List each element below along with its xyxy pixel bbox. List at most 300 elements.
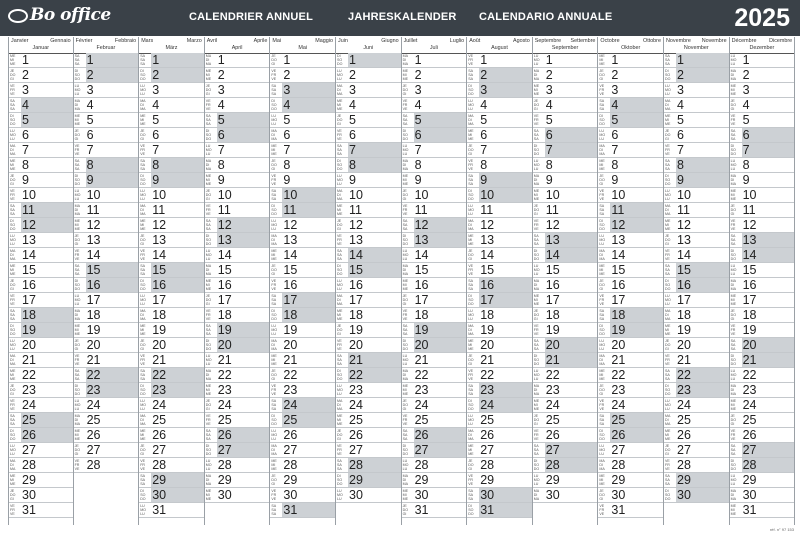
day-cell[interactable] [467,473,532,488]
day-cell[interactable] [467,278,532,293]
day-cell[interactable] [598,398,663,413]
day-cell[interactable] [270,128,335,143]
day-cell[interactable] [664,83,729,98]
day-cell[interactable] [402,218,467,233]
day-cell[interactable] [270,338,335,353]
day-cell[interactable] [402,458,467,473]
day-cell[interactable] [9,68,73,83]
day-cell[interactable] [74,53,139,68]
day-cell[interactable] [74,98,139,113]
day-cell[interactable] [730,173,795,188]
day-cell[interactable] [533,68,598,83]
day-cell[interactable] [205,413,270,428]
day-cell[interactable] [9,503,73,518]
day-cell[interactable] [139,383,204,398]
day-cell[interactable] [730,128,795,143]
day-cell[interactable] [139,293,204,308]
day-cell[interactable] [533,368,598,383]
day-cell[interactable] [598,83,663,98]
day-cell[interactable] [139,503,204,518]
day-cell[interactable] [205,158,270,173]
day-cell[interactable] [9,398,73,413]
day-cell[interactable] [598,278,663,293]
day-cell[interactable] [533,188,598,203]
day-cell[interactable] [74,233,139,248]
day-cell[interactable] [139,53,204,68]
day-cell[interactable] [9,98,73,113]
day-cell[interactable] [336,203,401,218]
day-cell[interactable] [730,458,795,473]
day-cell[interactable] [139,143,204,158]
day-cell[interactable] [730,428,795,443]
day-cell[interactable] [270,143,335,158]
day-cell[interactable] [205,353,270,368]
day-cell[interactable] [205,248,270,263]
day-cell[interactable] [402,113,467,128]
day-cell[interactable] [402,443,467,458]
day-cell[interactable] [205,293,270,308]
day-cell[interactable] [336,308,401,323]
day-cell[interactable] [467,383,532,398]
day-cell[interactable] [533,143,598,158]
day-cell[interactable] [74,383,139,398]
day-cell[interactable] [336,233,401,248]
day-cell[interactable] [336,353,401,368]
day-cell[interactable] [664,128,729,143]
day-cell[interactable] [139,248,204,263]
day-cell[interactable] [402,233,467,248]
day-cell[interactable] [664,218,729,233]
day-cell[interactable] [730,413,795,428]
day-cell[interactable] [730,503,795,518]
day-cell[interactable] [664,413,729,428]
day-cell[interactable] [402,98,467,113]
day-cell[interactable] [205,338,270,353]
day-cell[interactable] [74,413,139,428]
day-cell[interactable] [467,308,532,323]
day-cell[interactable] [270,218,335,233]
day-cell[interactable] [598,413,663,428]
day-cell[interactable] [402,368,467,383]
day-cell[interactable] [139,203,204,218]
day-cell[interactable] [205,308,270,323]
day-cell[interactable] [139,338,204,353]
day-cell[interactable] [270,458,335,473]
day-cell[interactable] [139,158,204,173]
day-cell[interactable] [205,368,270,383]
day-cell[interactable] [467,203,532,218]
day-cell[interactable] [139,278,204,293]
day-cell[interactable] [533,248,598,263]
day-cell[interactable] [402,143,467,158]
day-cell[interactable] [205,233,270,248]
day-cell[interactable] [74,308,139,323]
day-cell[interactable] [598,68,663,83]
day-cell[interactable] [270,173,335,188]
day-cell[interactable] [467,458,532,473]
day-cell[interactable] [9,248,73,263]
day-cell[interactable] [9,488,73,503]
day-cell[interactable] [139,218,204,233]
day-cell[interactable] [598,233,663,248]
day-cell[interactable] [664,323,729,338]
day-cell[interactable] [9,323,73,338]
day-cell[interactable] [664,203,729,218]
day-cell[interactable] [205,83,270,98]
day-cell[interactable] [9,353,73,368]
day-cell[interactable] [467,248,532,263]
day-cell[interactable] [205,323,270,338]
day-cell[interactable] [467,443,532,458]
day-cell[interactable] [730,368,795,383]
day-cell[interactable] [402,53,467,68]
day-cell[interactable] [270,83,335,98]
day-cell[interactable] [139,398,204,413]
day-cell[interactable] [598,488,663,503]
day-cell[interactable] [74,428,139,443]
day-cell[interactable] [270,428,335,443]
day-cell[interactable] [270,398,335,413]
day-cell[interactable] [467,293,532,308]
day-cell[interactable] [402,248,467,263]
day-cell[interactable] [533,308,598,323]
day-cell[interactable] [467,263,532,278]
day-cell[interactable] [270,98,335,113]
day-cell[interactable] [270,293,335,308]
day-cell[interactable] [533,263,598,278]
day-cell[interactable] [336,263,401,278]
day-cell[interactable] [533,338,598,353]
day-cell[interactable] [533,173,598,188]
day-cell[interactable] [533,128,598,143]
day-cell[interactable] [467,428,532,443]
day-cell[interactable] [402,203,467,218]
day-cell[interactable] [74,293,139,308]
day-cell[interactable] [139,308,204,323]
day-cell[interactable] [139,188,204,203]
day-cell[interactable] [533,83,598,98]
day-cell[interactable] [9,338,73,353]
day-cell[interactable] [74,443,139,458]
day-cell[interactable] [402,353,467,368]
day-cell[interactable] [664,173,729,188]
day-cell[interactable] [730,248,795,263]
day-cell[interactable] [664,488,729,503]
day-cell[interactable] [598,143,663,158]
day-cell[interactable] [598,503,663,518]
day-cell[interactable] [402,173,467,188]
day-cell[interactable] [467,488,532,503]
day-cell[interactable] [139,323,204,338]
day-cell[interactable] [270,473,335,488]
day-cell[interactable] [74,218,139,233]
day-cell[interactable] [467,338,532,353]
day-cell[interactable] [74,398,139,413]
day-cell[interactable] [730,263,795,278]
day-cell[interactable] [730,113,795,128]
day-cell[interactable] [598,293,663,308]
day-cell[interactable] [664,98,729,113]
day-cell[interactable] [664,233,729,248]
day-cell[interactable] [270,263,335,278]
day-cell[interactable] [205,188,270,203]
day-cell[interactable] [533,113,598,128]
day-cell[interactable] [402,428,467,443]
day-cell[interactable] [336,218,401,233]
day-cell[interactable] [9,293,73,308]
day-cell[interactable] [9,368,73,383]
day-cell[interactable] [533,233,598,248]
day-cell[interactable] [467,113,532,128]
day-cell[interactable] [9,173,73,188]
day-cell[interactable] [9,233,73,248]
day-cell[interactable] [533,383,598,398]
day-cell[interactable] [730,53,795,68]
day-cell[interactable] [533,203,598,218]
day-cell[interactable] [730,188,795,203]
day-cell[interactable] [467,143,532,158]
day-cell[interactable] [598,188,663,203]
day-cell[interactable] [730,473,795,488]
day-cell[interactable] [467,53,532,68]
day-cell[interactable] [664,443,729,458]
day-cell[interactable] [270,308,335,323]
day-cell[interactable] [139,488,204,503]
day-cell[interactable] [664,353,729,368]
day-cell[interactable] [533,443,598,458]
day-cell[interactable] [74,203,139,218]
day-cell[interactable] [270,443,335,458]
day-cell[interactable] [9,83,73,98]
day-cell[interactable] [533,53,598,68]
day-cell[interactable] [402,383,467,398]
day-cell[interactable] [205,143,270,158]
day-cell[interactable] [9,143,73,158]
day-cell[interactable] [664,113,729,128]
day-cell[interactable] [533,413,598,428]
day-cell[interactable] [205,443,270,458]
day-cell[interactable] [533,398,598,413]
day-cell[interactable] [402,68,467,83]
day-cell[interactable] [9,188,73,203]
day-cell[interactable] [9,113,73,128]
day-cell[interactable] [467,413,532,428]
day-cell[interactable] [598,113,663,128]
day-cell[interactable] [467,158,532,173]
day-cell[interactable] [598,428,663,443]
day-cell[interactable] [664,473,729,488]
day-cell[interactable] [9,308,73,323]
day-cell[interactable] [9,203,73,218]
day-cell[interactable] [402,263,467,278]
day-cell[interactable] [467,128,532,143]
day-cell[interactable] [74,158,139,173]
day-cell[interactable] [467,218,532,233]
day-cell[interactable] [402,293,467,308]
day-cell[interactable] [402,503,467,518]
day-cell[interactable] [533,278,598,293]
day-cell[interactable] [336,428,401,443]
day-cell[interactable] [270,248,335,263]
day-cell[interactable] [467,353,532,368]
day-cell[interactable] [664,308,729,323]
day-cell[interactable] [664,293,729,308]
day-cell[interactable] [402,473,467,488]
day-cell[interactable] [598,443,663,458]
day-cell[interactable] [9,428,73,443]
day-cell[interactable] [467,68,532,83]
day-cell[interactable] [598,458,663,473]
day-cell[interactable] [730,308,795,323]
day-cell[interactable] [402,338,467,353]
day-cell[interactable] [139,68,204,83]
day-cell[interactable] [205,98,270,113]
day-cell[interactable] [139,83,204,98]
day-cell[interactable] [336,53,401,68]
day-cell[interactable] [730,383,795,398]
day-cell[interactable] [730,68,795,83]
day-cell[interactable] [664,143,729,158]
day-cell[interactable] [9,263,73,278]
day-cell[interactable] [598,218,663,233]
day-cell[interactable] [9,458,73,473]
day-cell[interactable] [139,263,204,278]
day-cell[interactable] [139,173,204,188]
day-cell[interactable] [664,158,729,173]
day-cell[interactable] [467,173,532,188]
day-cell[interactable] [598,323,663,338]
day-cell[interactable] [467,83,532,98]
day-cell[interactable] [139,98,204,113]
day-cell[interactable] [664,428,729,443]
day-cell[interactable] [9,413,73,428]
day-cell[interactable] [270,503,335,518]
day-cell[interactable] [336,278,401,293]
day-cell[interactable] [270,203,335,218]
day-cell[interactable] [270,383,335,398]
day-cell[interactable] [74,323,139,338]
day-cell[interactable] [730,353,795,368]
day-cell[interactable] [336,398,401,413]
day-cell[interactable] [270,413,335,428]
day-cell[interactable] [730,398,795,413]
day-cell[interactable] [205,68,270,83]
day-cell[interactable] [336,293,401,308]
day-cell[interactable] [205,428,270,443]
day-cell[interactable] [467,98,532,113]
day-cell[interactable] [730,443,795,458]
day-cell[interactable] [730,143,795,158]
day-cell[interactable] [598,353,663,368]
day-cell[interactable] [270,278,335,293]
day-cell[interactable] [402,188,467,203]
day-cell[interactable] [74,128,139,143]
day-cell[interactable] [9,128,73,143]
day-cell[interactable] [533,98,598,113]
day-cell[interactable] [336,173,401,188]
day-cell[interactable] [598,383,663,398]
day-cell[interactable] [664,338,729,353]
day-cell[interactable] [664,368,729,383]
day-cell[interactable] [336,143,401,158]
day-cell[interactable] [467,188,532,203]
day-cell[interactable] [533,488,598,503]
day-cell[interactable] [205,398,270,413]
day-cell[interactable] [598,173,663,188]
day-cell[interactable] [336,188,401,203]
day-cell[interactable] [402,398,467,413]
day-cell[interactable] [336,323,401,338]
day-cell[interactable] [467,368,532,383]
day-cell[interactable] [139,353,204,368]
day-cell[interactable] [598,128,663,143]
day-cell[interactable] [74,113,139,128]
day-cell[interactable] [270,233,335,248]
day-cell[interactable] [336,413,401,428]
day-cell[interactable] [598,473,663,488]
day-cell[interactable] [664,53,729,68]
day-cell[interactable] [598,263,663,278]
day-cell[interactable] [730,278,795,293]
day-cell[interactable] [205,113,270,128]
day-cell[interactable] [139,128,204,143]
day-cell[interactable] [664,188,729,203]
day-cell[interactable] [270,53,335,68]
day-cell[interactable] [74,458,139,473]
day-cell[interactable] [74,143,139,158]
day-cell[interactable] [205,383,270,398]
day-cell[interactable] [533,293,598,308]
day-cell[interactable] [205,278,270,293]
day-cell[interactable] [533,158,598,173]
day-cell[interactable] [336,488,401,503]
day-cell[interactable] [467,233,532,248]
day-cell[interactable] [730,233,795,248]
day-cell[interactable] [533,353,598,368]
day-cell[interactable] [336,458,401,473]
day-cell[interactable] [598,53,663,68]
day-cell[interactable] [270,323,335,338]
day-cell[interactable] [205,203,270,218]
day-cell[interactable] [730,293,795,308]
day-cell[interactable] [139,113,204,128]
day-cell[interactable] [664,68,729,83]
day-cell[interactable] [533,473,598,488]
day-cell[interactable] [74,368,139,383]
day-cell[interactable] [730,203,795,218]
day-cell[interactable] [730,323,795,338]
day-cell[interactable] [74,83,139,98]
day-cell[interactable] [402,128,467,143]
day-cell[interactable] [74,248,139,263]
day-cell[interactable] [730,338,795,353]
day-cell[interactable] [533,218,598,233]
day-cell[interactable] [598,368,663,383]
day-cell[interactable] [139,443,204,458]
day-cell[interactable] [467,398,532,413]
day-cell[interactable] [336,68,401,83]
day-cell[interactable] [664,263,729,278]
day-cell[interactable] [336,473,401,488]
day-cell[interactable] [74,278,139,293]
day-cell[interactable] [9,218,73,233]
day-cell[interactable] [139,413,204,428]
day-cell[interactable] [270,68,335,83]
day-cell[interactable] [9,383,73,398]
day-cell[interactable] [467,503,532,518]
day-cell[interactable] [270,353,335,368]
day-cell[interactable] [336,113,401,128]
